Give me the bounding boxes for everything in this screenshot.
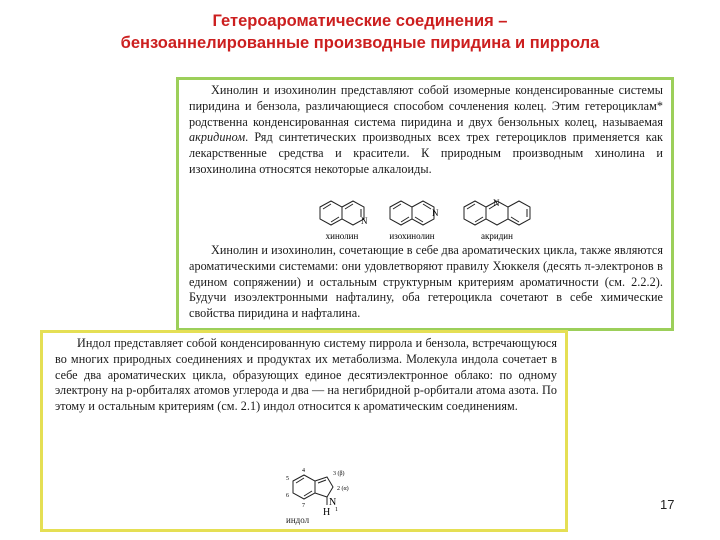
quinoline-text-box: [176, 77, 674, 331]
indole-num-1: 1: [335, 507, 338, 513]
indole-num-6: 6: [286, 493, 289, 499]
slide-title: [0, 10, 720, 54]
acridine-term: акридином: [189, 130, 246, 145]
indole-n-label: N: [329, 497, 337, 508]
indole-num-4: 4: [302, 468, 305, 474]
quinoline-structure: [320, 201, 364, 225]
quinoline-caption: хинолин: [325, 231, 359, 241]
title-line-1: Гетероароматические соединения –: [212, 12, 508, 30]
page-number: 17: [660, 497, 675, 512]
quinoline-paragraph-1: Хинолин и изохинолин представляют собой изомерные конденсированные системы пиридина и бензола, различающиеся способом сочленения колец. Этим гетероциклам* родственна конденсированная система пиридина и двух бензольных колец, называемая акридином. Ряд синтетических производных всех трех гетероциклов применяется как лекарственные средства и красители. К природным производным хинолина и изохинолина относятся некоторые алкалоиды.: [189, 83, 663, 176]
indole-num-7: 7: [302, 503, 305, 509]
title-line-2: бензоаннелированные производные пиридина и пиррола: [120, 34, 600, 52]
indole-alpha-label: 2 (α): [337, 486, 349, 492]
quinoline-paragraph-2: Хинолин и изохинолин, сочетающие в себе два ароматических цикла, также являются ароматическими системами: они удовлетворяют правилу Хюккеля (десять π-электронов в едином сопряжении) и остальным структурным критериям ароматичности (см. 2.2.2). Будучи изоэлектронными нафталину, оба гетероцикла сочетают в себе химические свойства пиридина и нафталина.: [189, 243, 663, 321]
indole-text-box: [40, 330, 568, 532]
isoquinoline-n-label: N: [432, 208, 439, 218]
indole-caption: индол: [286, 515, 310, 525]
isoquinoline-structure: [390, 201, 434, 225]
indole-beta-label: 3 (β): [333, 471, 345, 477]
acridine-n-label: N: [493, 198, 500, 208]
indole-h-label: H: [323, 507, 331, 518]
indole-num-5: 5: [286, 476, 289, 482]
heterocycle-structures: [304, 197, 664, 247]
indole-paragraph: Индол представляет собой конденсированную систему пиррола и бензола, встречающуюся во многих природных соединениях и продуктах их метаболизма. Молекула индола сочетает в себе два ароматических цикла, образующих единое десятиэлектронное облако: по одному электрону на p-орбиталях атомов углерода и два — на негибридной p-орбитали атома азота. По этому и остальным критериям (см. 2.1) индол относится к ароматическим соединениям.: [55, 336, 557, 414]
acridine-caption: акридин: [481, 231, 513, 241]
isoquinoline-caption: изохинолин: [389, 231, 435, 241]
quinoline-n-label: N: [361, 216, 368, 226]
